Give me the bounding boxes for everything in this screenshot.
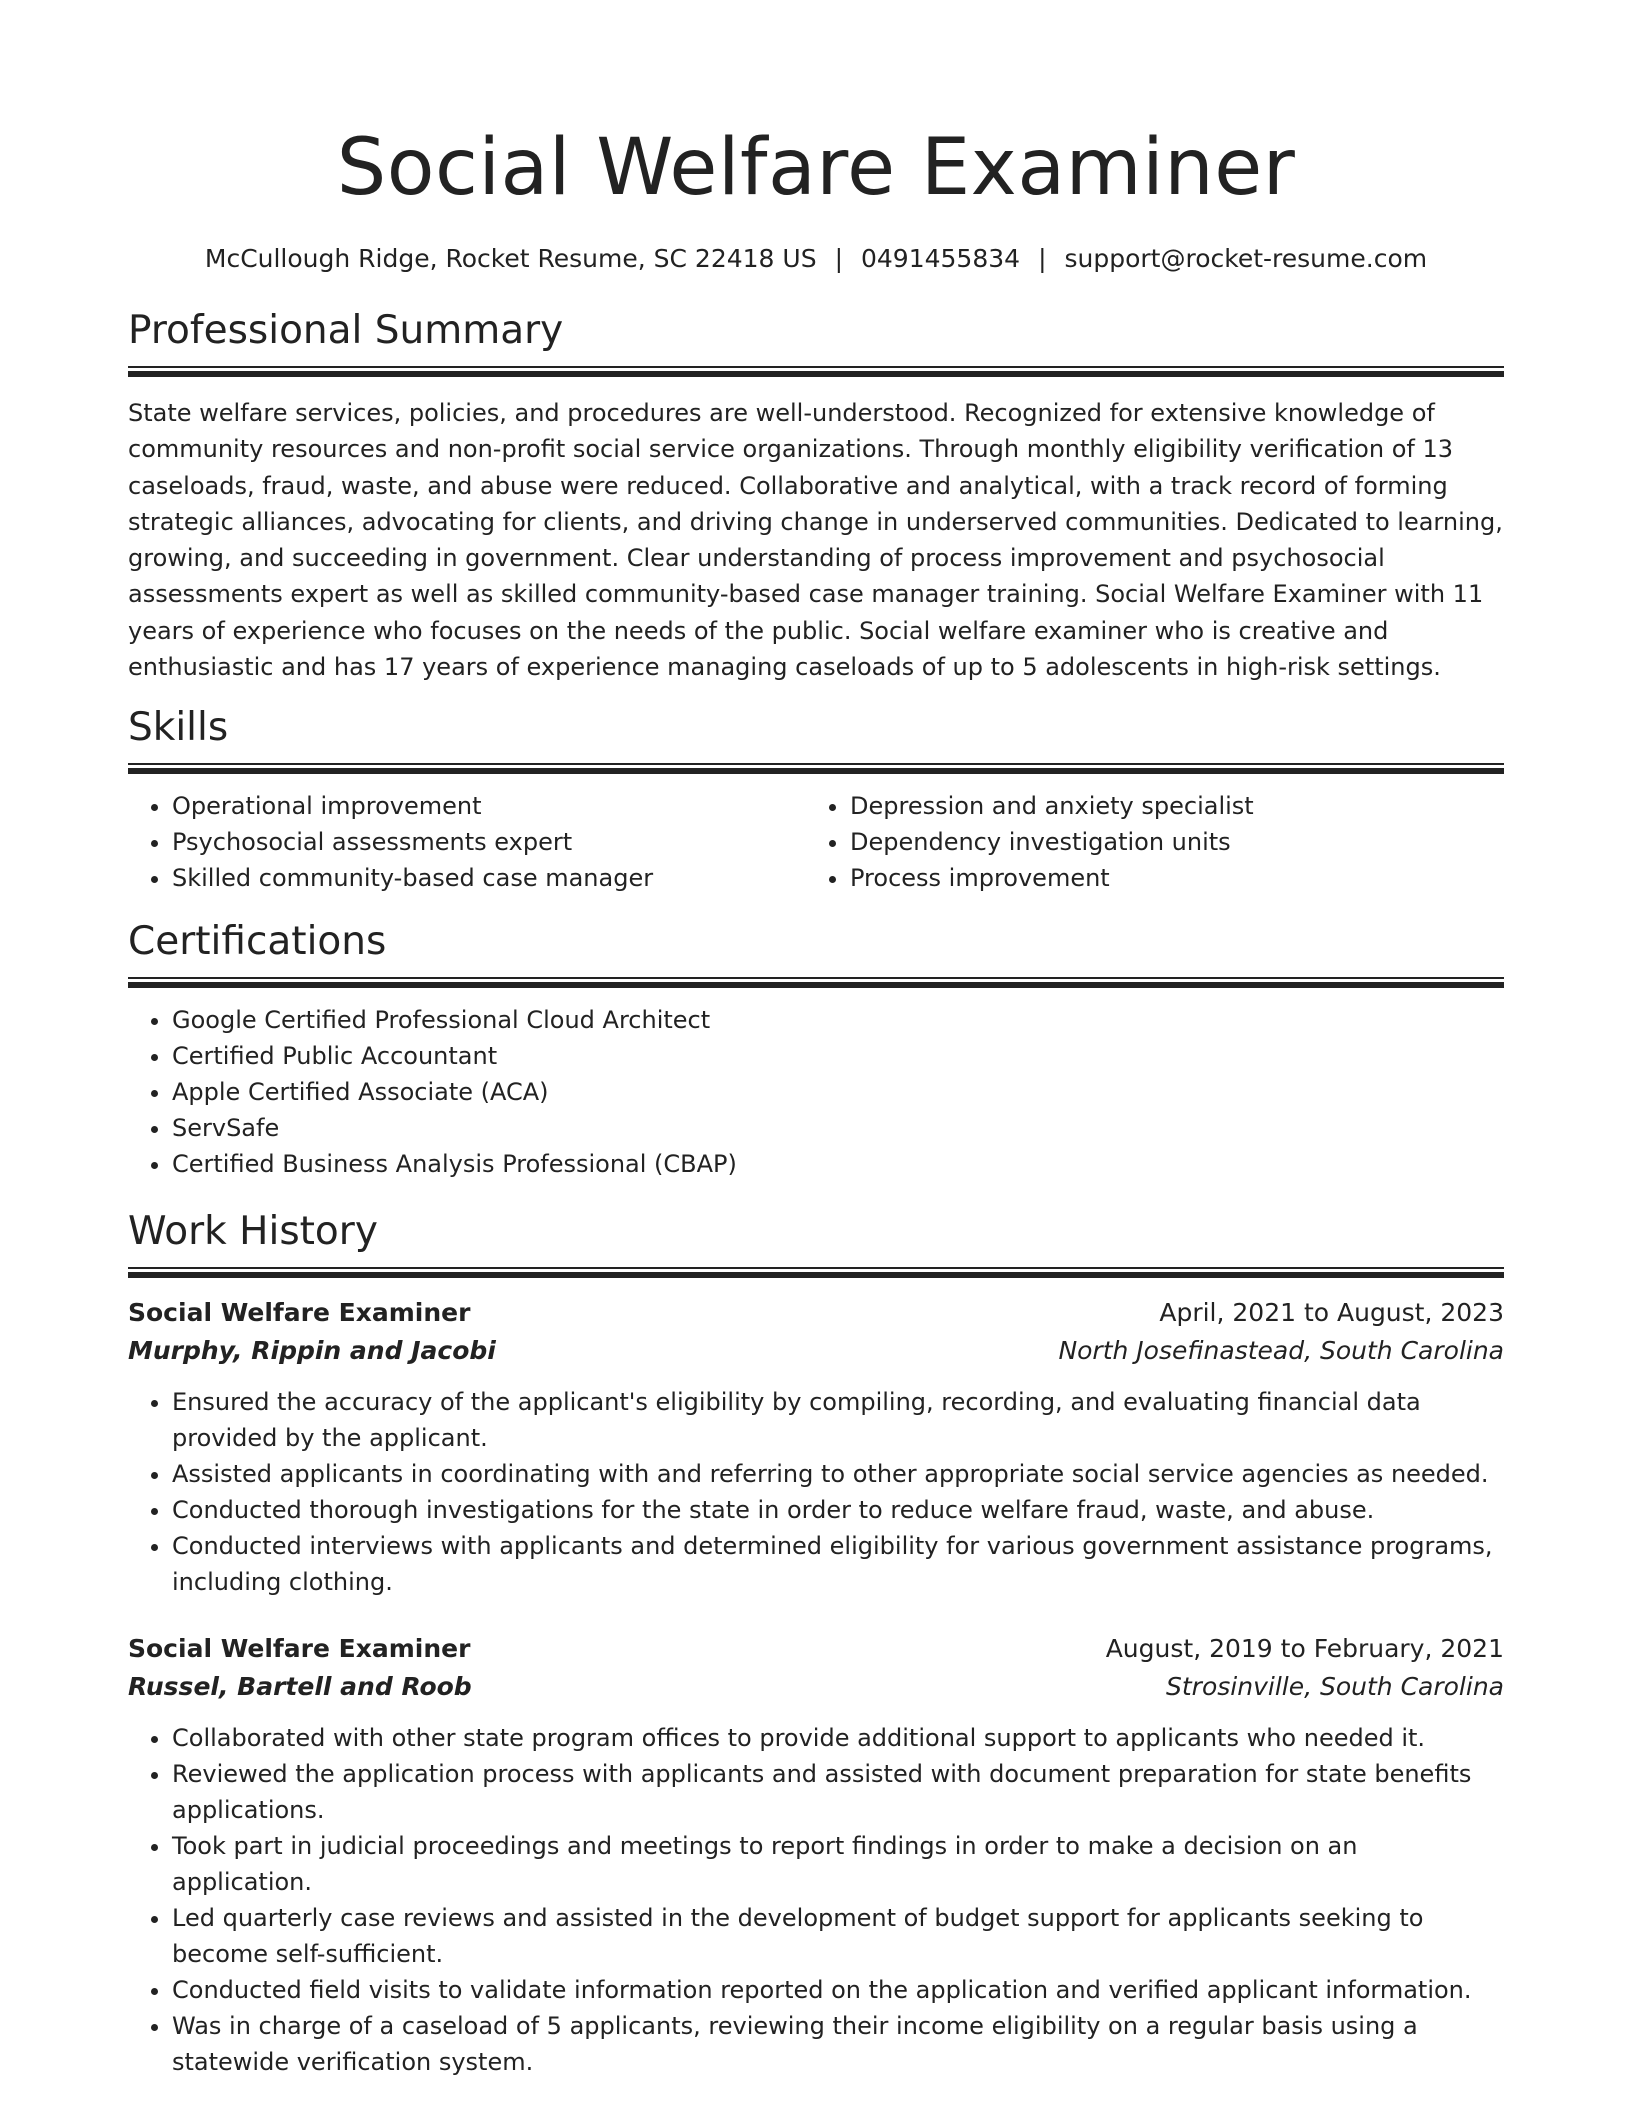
skill-item: • Process improvement	[850, 860, 1484, 896]
summary-heading: Professional Summary	[128, 308, 564, 353]
contact-email: support@rocket-resume.com	[1064, 244, 1428, 273]
candidate-name: Social Welfare Examiner	[336, 123, 1296, 213]
skills-list-left	[128, 788, 806, 896]
job-subheader-row	[128, 1668, 1504, 1706]
contact-separator: |	[1038, 244, 1047, 273]
job-duties-list	[128, 1384, 1504, 1600]
certification-item: • Apple Certified Associate (ACA)	[172, 1074, 1504, 1110]
skills-list-right	[806, 788, 1484, 896]
skill-item: • Depression and anxiety specialist	[850, 788, 1484, 824]
work-history-heading: Work History	[128, 1209, 378, 1255]
job-header-row	[128, 1630, 1504, 1668]
job-header-row	[128, 1294, 1504, 1332]
job-subheader-row	[128, 1332, 1504, 1370]
job-duty-item: • Conducted thorough investigations for the state in order to reduce welfare fraud, waste, and abuse.	[172, 1492, 1504, 1528]
contact-address: McCullough Ridge, Rocket Resume, SC 22418 US	[204, 244, 817, 273]
summary-section	[128, 307, 1504, 685]
skills-heading: Skills	[128, 705, 229, 751]
job-duties-list	[128, 1720, 1504, 2080]
skills-column-left	[128, 788, 806, 896]
skill-item: • Skilled community-based case manager	[172, 860, 806, 896]
work-history-section	[128, 1208, 1504, 2080]
contact-phone: 0491455834	[861, 244, 1021, 273]
skills-column-right	[806, 788, 1484, 896]
job-location: North Josefinastead, South Carolina	[1058, 1336, 1504, 1366]
job-duty-item: • Assisted applicants in coordinating with and referring to other appropriate social service agencies as needed.	[172, 1456, 1504, 1492]
skill-item: • Psychosocial assessments expert	[172, 824, 806, 860]
certifications-heading: Certifications	[128, 919, 387, 965]
certifications-list	[128, 1002, 1504, 1182]
job-duty-item: • Reviewed the application process with applicants and assisted with document preparation for state benefits applications.	[172, 1756, 1504, 1828]
certification-item: • Certified Business Analysis Professional (CBAP)	[172, 1146, 1504, 1182]
job-duty-item: • Collaborated with other state program offices to provide additional support to applicants who needed it.	[172, 1720, 1504, 1756]
certification-item: • Certified Public Accountant	[172, 1038, 1504, 1074]
job-duty-item: • Conducted interviews with applicants and determined eligibility for various government assistance programs, including clothing.	[172, 1528, 1504, 1600]
certifications-section	[128, 918, 1504, 1182]
job-duty-item: • Conducted field visits to validate information reported on the application and verified applicant information.	[172, 1972, 1504, 2008]
skill-item: • Dependency investigation units	[850, 824, 1484, 860]
skills-section	[128, 704, 1504, 896]
job-duty-item: • Ensured the accuracy of the applicant's eligibility by compiling, recording, and evaluating financial data provided by the applicant.	[172, 1384, 1504, 1456]
job-location: Strosinville, South Carolina	[1166, 1672, 1504, 1702]
job-title: Social Welfare Examiner	[128, 1298, 471, 1328]
summary-text: State welfare services, policies, and procedures are well-understood. Recognized for extensive knowledge of community resources and non-profit social service organizations. Through monthly eligibility verification of 13 caseloads, fraud, waste, and abuse were reduced. Collaborative and analytical, with a track record of forming strategic alliances, advocating for clients, and driving change in underserved communities. Dedicated to learning, growing, and succeeding in government. Clear understanding of process improvement and psychosocial assessments expert as well as skilled community-based case manager training. Social Welfare Examiner with 11 years of experience who focuses on the needs of the public. Social welfare examiner who is creative and enthusiastic and has 17 years of experience managing caseloads of up to 5 adolescents in high-risk settings.	[128, 399, 1503, 682]
job-duty-item: • Was in charge of a caseload of 5 applicants, reviewing their income eligibility on a regular basis using a statewide verification system.	[172, 2008, 1504, 2080]
contact-separator: |	[834, 244, 843, 273]
job-entry	[128, 1294, 1504, 1600]
job-duty-item: • Took part in judicial proceedings and meetings to report findings in order to make a decision on an application.	[172, 1828, 1504, 1900]
job-dates: April, 2021 to August, 2023	[1159, 1298, 1504, 1328]
section-divider	[128, 977, 1504, 988]
certification-item: • Google Certified Professional Cloud Architect	[172, 1002, 1504, 1038]
skill-item: • Operational improvement	[172, 788, 806, 824]
job-entry	[128, 1630, 1504, 2080]
job-company: Murphy, Rippin and Jacobi	[128, 1336, 496, 1366]
section-divider	[128, 763, 1504, 774]
contact-line	[128, 242, 1504, 276]
certification-item: • ServSafe	[172, 1110, 1504, 1146]
job-dates: August, 2019 to February, 2021	[1105, 1634, 1504, 1664]
section-divider	[128, 1267, 1504, 1278]
resume-page	[128, 0, 1504, 2080]
job-duty-item: • Led quarterly case reviews and assisted in the development of budget support for applicants seeking to become self-sufficient.	[172, 1900, 1504, 1972]
section-divider	[128, 366, 1504, 377]
job-company: Russel, Bartell and Roob	[128, 1672, 472, 1702]
skills-grid	[128, 788, 1504, 896]
job-title: Social Welfare Examiner	[128, 1634, 471, 1664]
